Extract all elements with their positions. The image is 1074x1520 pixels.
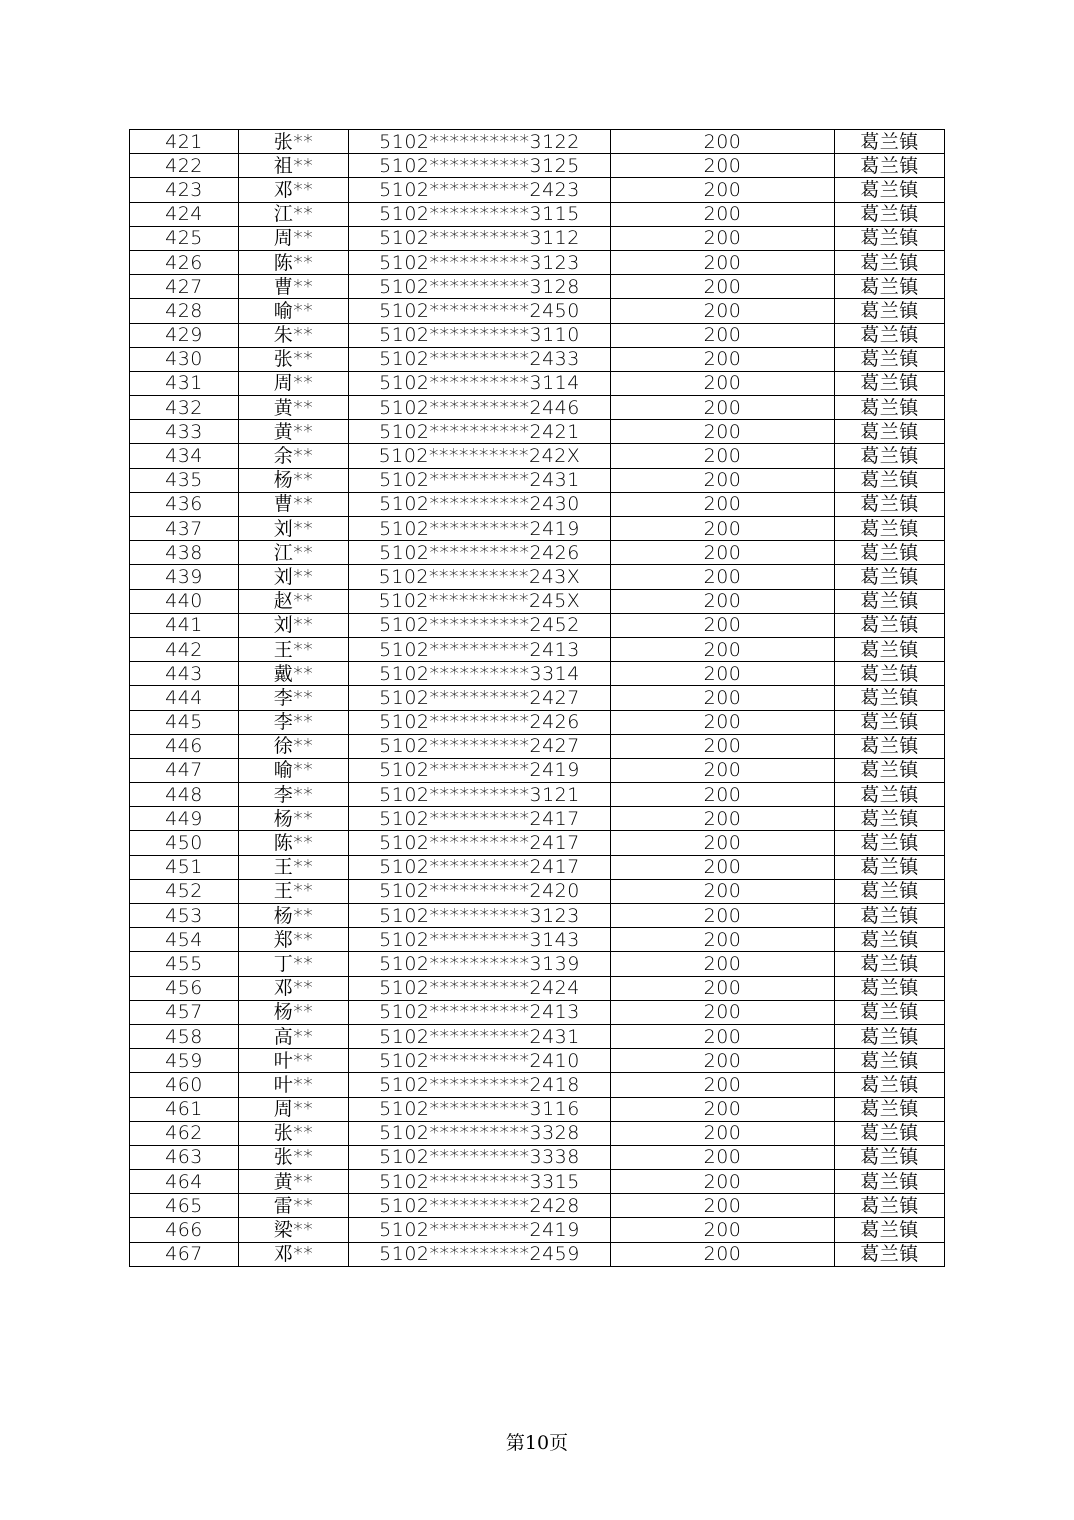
serial-number-cell: 460 (130, 1073, 239, 1097)
town-cell: 葛兰镇 (835, 250, 945, 274)
id-number-cell: 5102**********2428 (349, 1194, 611, 1218)
town-cell: 葛兰镇 (835, 1000, 945, 1024)
serial-number-cell: 458 (130, 1024, 239, 1048)
town-cell: 葛兰镇 (835, 202, 945, 226)
town-cell: 葛兰镇 (835, 855, 945, 879)
name-cell: 叶** (239, 1049, 349, 1073)
serial-number-cell: 427 (130, 275, 239, 299)
serial-number-cell: 430 (130, 347, 239, 371)
name-cell: 朱** (239, 323, 349, 347)
table-row (130, 517, 945, 541)
id-number-cell: 5102**********2430 (349, 492, 611, 516)
table-row (130, 686, 945, 710)
id-number-cell: 5102**********2420 (349, 879, 611, 903)
town-cell: 葛兰镇 (835, 1145, 945, 1169)
id-number-cell: 5102**********3125 (349, 154, 611, 178)
table-row (130, 904, 945, 928)
name-cell: 陈** (239, 831, 349, 855)
name-cell: 邓** (239, 178, 349, 202)
amount-cell: 200 (611, 1073, 835, 1097)
name-cell: 刘** (239, 517, 349, 541)
page-number: 第10页 (505, 1432, 569, 1454)
town-cell: 葛兰镇 (835, 541, 945, 565)
amount-cell: 200 (611, 637, 835, 661)
id-number-cell: 5102**********2427 (349, 686, 611, 710)
id-number-cell: 5102**********2459 (349, 1242, 611, 1266)
name-cell: 赵** (239, 589, 349, 613)
name-cell: 周** (239, 1097, 349, 1121)
id-number-cell: 5102**********3110 (349, 323, 611, 347)
table-row (130, 1218, 945, 1242)
table-row (130, 396, 945, 420)
table-row (130, 444, 945, 468)
amount-cell: 200 (611, 1000, 835, 1024)
town-cell: 葛兰镇 (835, 1242, 945, 1266)
id-number-cell: 5102**********3114 (349, 371, 611, 395)
serial-number-cell: 448 (130, 783, 239, 807)
town-cell: 葛兰镇 (835, 444, 945, 468)
amount-cell: 200 (611, 154, 835, 178)
table-row (130, 928, 945, 952)
serial-number-cell: 425 (130, 226, 239, 250)
id-number-cell: 5102**********2417 (349, 855, 611, 879)
name-cell: 祖** (239, 154, 349, 178)
amount-cell: 200 (611, 1218, 835, 1242)
id-number-cell: 5102**********243X (349, 565, 611, 589)
id-number-cell: 5102**********2424 (349, 976, 611, 1000)
id-number-cell: 5102**********2417 (349, 831, 611, 855)
name-cell: 梁** (239, 1218, 349, 1242)
table-row (130, 1242, 945, 1266)
id-number-cell: 5102**********2426 (349, 710, 611, 734)
table-row (130, 589, 945, 613)
serial-number-cell: 437 (130, 517, 239, 541)
town-cell: 葛兰镇 (835, 976, 945, 1000)
name-cell: 黄** (239, 396, 349, 420)
name-cell: 陈** (239, 250, 349, 274)
town-cell: 葛兰镇 (835, 1049, 945, 1073)
amount-cell: 200 (611, 976, 835, 1000)
id-number-cell: 5102**********2426 (349, 541, 611, 565)
name-cell: 王** (239, 637, 349, 661)
amount-cell: 200 (611, 1049, 835, 1073)
table-row (130, 1170, 945, 1194)
amount-cell: 200 (611, 904, 835, 928)
name-cell: 喻** (239, 758, 349, 782)
serial-number-cell: 445 (130, 710, 239, 734)
serial-number-cell: 440 (130, 589, 239, 613)
town-cell: 葛兰镇 (835, 831, 945, 855)
name-cell: 江** (239, 541, 349, 565)
id-number-cell: 5102**********242X (349, 444, 611, 468)
town-cell: 葛兰镇 (835, 904, 945, 928)
id-number-cell: 5102**********3314 (349, 662, 611, 686)
id-number-cell: 5102**********2419 (349, 1218, 611, 1242)
name-cell: 戴** (239, 662, 349, 686)
id-number-cell: 5102**********3116 (349, 1097, 611, 1121)
name-cell: 杨** (239, 468, 349, 492)
table-row (130, 541, 945, 565)
amount-cell: 200 (611, 517, 835, 541)
town-cell: 葛兰镇 (835, 468, 945, 492)
amount-cell: 200 (611, 710, 835, 734)
serial-number-cell: 444 (130, 686, 239, 710)
town-cell: 葛兰镇 (835, 299, 945, 323)
id-number-cell: 5102**********2446 (349, 396, 611, 420)
id-number-cell: 5102**********2423 (349, 178, 611, 202)
serial-number-cell: 447 (130, 758, 239, 782)
name-cell: 徐** (239, 734, 349, 758)
amount-cell: 200 (611, 879, 835, 903)
town-cell: 葛兰镇 (835, 420, 945, 444)
serial-number-cell: 442 (130, 637, 239, 661)
amount-cell: 200 (611, 831, 835, 855)
town-cell: 葛兰镇 (835, 662, 945, 686)
amount-cell: 200 (611, 178, 835, 202)
id-number-cell: 5102**********2427 (349, 734, 611, 758)
name-cell: 王** (239, 879, 349, 903)
table-row (130, 275, 945, 299)
name-cell: 郑** (239, 928, 349, 952)
amount-cell: 200 (611, 928, 835, 952)
serial-number-cell: 467 (130, 1242, 239, 1266)
table-row (130, 154, 945, 178)
id-number-cell: 5102**********3123 (349, 250, 611, 274)
id-number-cell: 5102**********3128 (349, 275, 611, 299)
id-number-cell: 5102**********2413 (349, 637, 611, 661)
name-cell: 张** (239, 1121, 349, 1145)
name-cell: 张** (239, 1145, 349, 1169)
name-cell: 杨** (239, 807, 349, 831)
roster-table-body (130, 130, 945, 1267)
serial-number-cell: 466 (130, 1218, 239, 1242)
town-cell: 葛兰镇 (835, 734, 945, 758)
name-cell: 江** (239, 202, 349, 226)
table-row (130, 879, 945, 903)
table-row (130, 178, 945, 202)
table-row (130, 1049, 945, 1073)
id-number-cell: 5102**********2413 (349, 1000, 611, 1024)
table-row (130, 202, 945, 226)
amount-cell: 200 (611, 299, 835, 323)
serial-number-cell: 423 (130, 178, 239, 202)
amount-cell: 200 (611, 541, 835, 565)
name-cell: 邓** (239, 976, 349, 1000)
roster-table (129, 129, 945, 1267)
amount-cell: 200 (611, 1024, 835, 1048)
table-row (130, 855, 945, 879)
serial-number-cell: 464 (130, 1170, 239, 1194)
id-number-cell: 5102**********3115 (349, 202, 611, 226)
name-cell: 叶** (239, 1073, 349, 1097)
serial-number-cell: 449 (130, 807, 239, 831)
id-number-cell: 5102**********2419 (349, 517, 611, 541)
serial-number-cell: 455 (130, 952, 239, 976)
table-row (130, 758, 945, 782)
amount-cell: 200 (611, 783, 835, 807)
id-number-cell: 5102**********3139 (349, 952, 611, 976)
serial-number-cell: 439 (130, 565, 239, 589)
amount-cell: 200 (611, 371, 835, 395)
serial-number-cell: 453 (130, 904, 239, 928)
amount-cell: 200 (611, 758, 835, 782)
serial-number-cell: 428 (130, 299, 239, 323)
amount-cell: 200 (611, 250, 835, 274)
name-cell: 曹** (239, 275, 349, 299)
amount-cell: 200 (611, 1170, 835, 1194)
table-row (130, 1097, 945, 1121)
table-row (130, 1194, 945, 1218)
amount-cell: 200 (611, 613, 835, 637)
id-number-cell: 5102**********2418 (349, 1073, 611, 1097)
serial-number-cell: 441 (130, 613, 239, 637)
amount-cell: 200 (611, 855, 835, 879)
town-cell: 葛兰镇 (835, 1194, 945, 1218)
town-cell: 葛兰镇 (835, 1024, 945, 1048)
town-cell: 葛兰镇 (835, 879, 945, 903)
amount-cell: 200 (611, 444, 835, 468)
serial-number-cell: 424 (130, 202, 239, 226)
town-cell: 葛兰镇 (835, 347, 945, 371)
name-cell: 张** (239, 130, 349, 154)
town-cell: 葛兰镇 (835, 1073, 945, 1097)
id-number-cell: 5102**********3122 (349, 130, 611, 154)
table-row (130, 976, 945, 1000)
town-cell: 葛兰镇 (835, 1218, 945, 1242)
serial-number-cell: 459 (130, 1049, 239, 1073)
id-number-cell: 5102**********3112 (349, 226, 611, 250)
table-row (130, 952, 945, 976)
name-cell: 丁** (239, 952, 349, 976)
name-cell: 李** (239, 783, 349, 807)
serial-number-cell: 435 (130, 468, 239, 492)
town-cell: 葛兰镇 (835, 275, 945, 299)
id-number-cell: 5102**********2433 (349, 347, 611, 371)
town-cell: 葛兰镇 (835, 686, 945, 710)
town-cell: 葛兰镇 (835, 517, 945, 541)
town-cell: 葛兰镇 (835, 758, 945, 782)
serial-number-cell: 457 (130, 1000, 239, 1024)
table-row (130, 492, 945, 516)
serial-number-cell: 446 (130, 734, 239, 758)
serial-number-cell: 438 (130, 541, 239, 565)
id-number-cell: 5102**********2452 (349, 613, 611, 637)
name-cell: 黄** (239, 1170, 349, 1194)
id-number-cell: 5102**********3123 (349, 904, 611, 928)
amount-cell: 200 (611, 662, 835, 686)
table-row (130, 420, 945, 444)
amount-cell: 200 (611, 734, 835, 758)
name-cell: 王** (239, 855, 349, 879)
name-cell: 喻** (239, 299, 349, 323)
name-cell: 邓** (239, 1242, 349, 1266)
town-cell: 葛兰镇 (835, 178, 945, 202)
id-number-cell: 5102**********2410 (349, 1049, 611, 1073)
table-row (130, 783, 945, 807)
id-number-cell: 5102**********3338 (349, 1145, 611, 1169)
serial-number-cell: 443 (130, 662, 239, 686)
amount-cell: 200 (611, 420, 835, 444)
table-row (130, 662, 945, 686)
table-row (130, 637, 945, 661)
table-row (130, 734, 945, 758)
table-row (130, 1024, 945, 1048)
amount-cell: 200 (611, 1097, 835, 1121)
table-row (130, 710, 945, 734)
amount-cell: 200 (611, 347, 835, 371)
amount-cell: 200 (611, 468, 835, 492)
serial-number-cell: 434 (130, 444, 239, 468)
id-number-cell: 5102**********2419 (349, 758, 611, 782)
table-row (130, 613, 945, 637)
town-cell: 葛兰镇 (835, 952, 945, 976)
town-cell: 葛兰镇 (835, 226, 945, 250)
amount-cell: 200 (611, 323, 835, 347)
name-cell: 雷** (239, 1194, 349, 1218)
serial-number-cell: 421 (130, 130, 239, 154)
id-number-cell: 5102**********2417 (349, 807, 611, 831)
id-number-cell: 5102**********2421 (349, 420, 611, 444)
name-cell: 周** (239, 226, 349, 250)
serial-number-cell: 436 (130, 492, 239, 516)
amount-cell: 200 (611, 1242, 835, 1266)
town-cell: 葛兰镇 (835, 1097, 945, 1121)
serial-number-cell: 456 (130, 976, 239, 1000)
amount-cell: 200 (611, 952, 835, 976)
table-row (130, 299, 945, 323)
amount-cell: 200 (611, 1194, 835, 1218)
table-row (130, 130, 945, 154)
amount-cell: 200 (611, 492, 835, 516)
name-cell: 杨** (239, 904, 349, 928)
id-number-cell: 5102**********245X (349, 589, 611, 613)
town-cell: 葛兰镇 (835, 637, 945, 661)
serial-number-cell: 429 (130, 323, 239, 347)
name-cell: 曹** (239, 492, 349, 516)
serial-number-cell: 433 (130, 420, 239, 444)
name-cell: 李** (239, 686, 349, 710)
town-cell: 葛兰镇 (835, 396, 945, 420)
town-cell: 葛兰镇 (835, 130, 945, 154)
serial-number-cell: 451 (130, 855, 239, 879)
serial-number-cell: 465 (130, 1194, 239, 1218)
name-cell: 李** (239, 710, 349, 734)
serial-number-cell: 462 (130, 1121, 239, 1145)
serial-number-cell: 422 (130, 154, 239, 178)
table-row (130, 1121, 945, 1145)
table-row (130, 807, 945, 831)
id-number-cell: 5102**********3121 (349, 783, 611, 807)
table-row (130, 371, 945, 395)
name-cell: 余** (239, 444, 349, 468)
id-number-cell: 5102**********2450 (349, 299, 611, 323)
table-row (130, 226, 945, 250)
town-cell: 葛兰镇 (835, 323, 945, 347)
amount-cell: 200 (611, 1121, 835, 1145)
serial-number-cell: 431 (130, 371, 239, 395)
id-number-cell: 5102**********2431 (349, 1024, 611, 1048)
amount-cell: 200 (611, 1145, 835, 1169)
town-cell: 葛兰镇 (835, 154, 945, 178)
amount-cell: 200 (611, 275, 835, 299)
amount-cell: 200 (611, 807, 835, 831)
id-number-cell: 5102**********3315 (349, 1170, 611, 1194)
amount-cell: 200 (611, 565, 835, 589)
serial-number-cell: 432 (130, 396, 239, 420)
amount-cell: 200 (611, 130, 835, 154)
name-cell: 高** (239, 1024, 349, 1048)
table-row (130, 1000, 945, 1024)
table-row (130, 831, 945, 855)
table-row (130, 1073, 945, 1097)
serial-number-cell: 461 (130, 1097, 239, 1121)
table-row (130, 468, 945, 492)
town-cell: 葛兰镇 (835, 492, 945, 516)
name-cell: 刘** (239, 613, 349, 637)
serial-number-cell: 454 (130, 928, 239, 952)
town-cell: 葛兰镇 (835, 783, 945, 807)
town-cell: 葛兰镇 (835, 371, 945, 395)
name-cell: 张** (239, 347, 349, 371)
amount-cell: 200 (611, 686, 835, 710)
table-row (130, 565, 945, 589)
name-cell: 黄** (239, 420, 349, 444)
table-row (130, 347, 945, 371)
id-number-cell: 5102**********2431 (349, 468, 611, 492)
table-row (130, 250, 945, 274)
name-cell: 杨** (239, 1000, 349, 1024)
town-cell: 葛兰镇 (835, 589, 945, 613)
serial-number-cell: 426 (130, 250, 239, 274)
amount-cell: 200 (611, 589, 835, 613)
amount-cell: 200 (611, 226, 835, 250)
town-cell: 葛兰镇 (835, 1170, 945, 1194)
town-cell: 葛兰镇 (835, 928, 945, 952)
town-cell: 葛兰镇 (835, 613, 945, 637)
name-cell: 刘** (239, 565, 349, 589)
serial-number-cell: 450 (130, 831, 239, 855)
table-row (130, 323, 945, 347)
id-number-cell: 5102**********3328 (349, 1121, 611, 1145)
id-number-cell: 5102**********3143 (349, 928, 611, 952)
serial-number-cell: 452 (130, 879, 239, 903)
town-cell: 葛兰镇 (835, 1121, 945, 1145)
town-cell: 葛兰镇 (835, 807, 945, 831)
serial-number-cell: 463 (130, 1145, 239, 1169)
town-cell: 葛兰镇 (835, 710, 945, 734)
amount-cell: 200 (611, 202, 835, 226)
amount-cell: 200 (611, 396, 835, 420)
name-cell: 周** (239, 371, 349, 395)
table-row (130, 1145, 945, 1169)
town-cell: 葛兰镇 (835, 565, 945, 589)
